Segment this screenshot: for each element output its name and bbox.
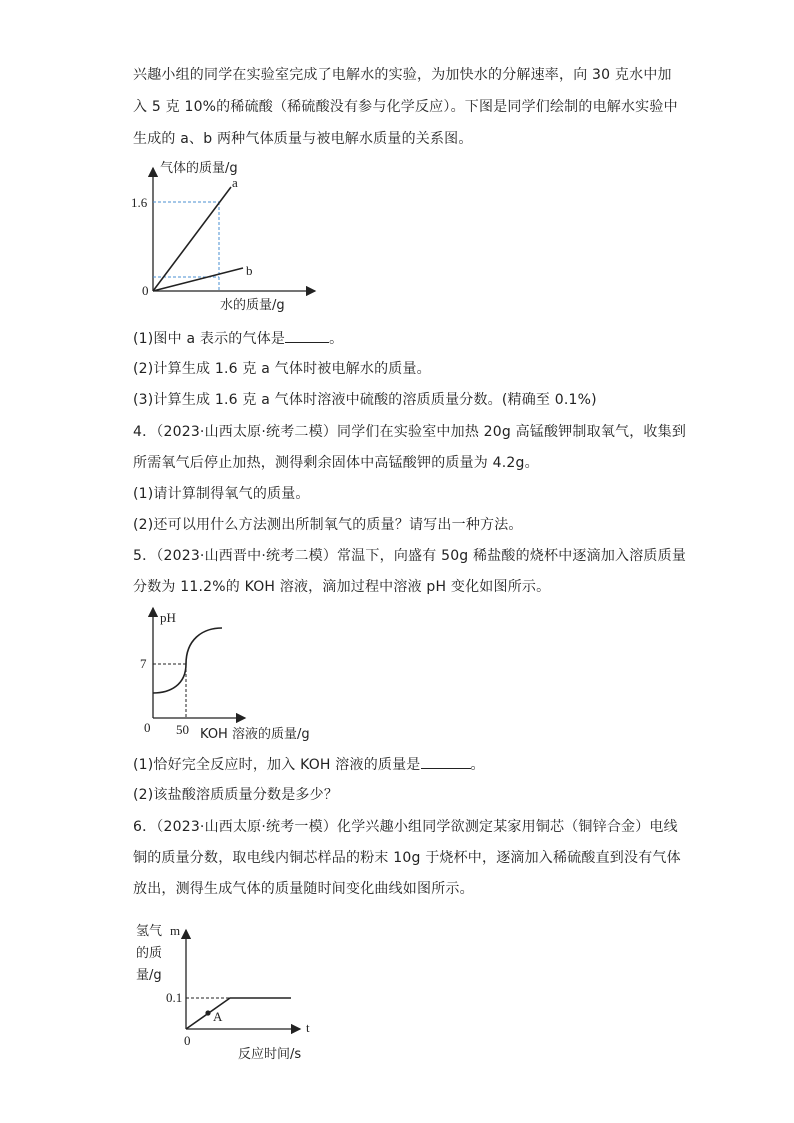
- chart1-xlabel: 水的质量/g: [220, 298, 285, 313]
- electrolysis-chart: [130, 150, 330, 320]
- chart3-ytick-0.1: 0.1: [166, 990, 183, 1005]
- chart2-xlabel: KOH 溶液的质量/g: [200, 727, 310, 742]
- chart1-series-a-label: a: [232, 175, 238, 190]
- chart1-origin: 0: [142, 283, 149, 298]
- intro-line-1: 兴趣小组的同学在实验室完成了电解水的实验，为加快水的分解速率，向 30 克水中加: [133, 67, 672, 83]
- chart3-ylabel-symbol: m: [170, 923, 181, 938]
- chart1-ylabel: 气体的质量/g: [160, 161, 238, 176]
- chart3-origin: 0: [184, 1033, 191, 1048]
- q4-line-1: 4．（2023·山西太原·统考二模）同学们在实验室中加热 20g 高锰酸钾制取氧气，收集到: [133, 424, 687, 440]
- q4-line-2: 所需氧气后停止加热，测得剩余固体中高锰酸钾的质量为 4.2g。: [133, 455, 539, 471]
- q4-part-1: (1)请计算制得氧气的质量。: [133, 486, 310, 502]
- chart2-ylabel: pH: [160, 610, 176, 625]
- q5-part-1-text: (1)恰好完全反应时，加入 KOH 溶液的质量是: [133, 757, 421, 773]
- chart3-point-label: A: [213, 1009, 223, 1024]
- series-b-line: [153, 268, 243, 291]
- chart2-xtick-50: 50: [176, 722, 189, 737]
- chart2-ytick-7: 7: [140, 656, 147, 671]
- q3-part-1: (1)图中 a 表示的气体是 。: [133, 331, 344, 347]
- chart1-series-b-label: b: [246, 263, 253, 278]
- q4-part-2: (2)还可以用什么方法测出所制氧气的质量？请写出一种方法。: [133, 517, 523, 533]
- q5-answer-blank[interactable]: [421, 755, 471, 769]
- q3-part-2: (2)计算生成 1.6 克 a 气体时被电解水的质量。: [133, 361, 431, 377]
- chart3-ylabel-line-2: 的质: [136, 946, 163, 961]
- ph-chart: [130, 600, 330, 745]
- chart2-origin: 0: [144, 720, 151, 735]
- chart1-ytick-1.6: 1.6: [131, 195, 148, 210]
- chart3-xlabel: 反应时间/s: [238, 1047, 302, 1062]
- point-a-marker: [205, 1010, 210, 1015]
- q6-line-2: 铜的质量分数，取电线内铜芯样品的粉末 10g 于烧杯中，逐滴加入稀硫酸直到没有气体: [133, 850, 681, 866]
- q5-part-1: (1)恰好完全反应时，加入 KOH 溶液的质量是 。: [133, 757, 485, 773]
- chart3-ylabel-line-1: 氢气: [136, 924, 163, 939]
- q3-answer-blank[interactable]: [285, 329, 329, 343]
- q3-part-1-text: (1)图中 a 表示的气体是: [133, 331, 286, 347]
- intro-line-2: 入 5 克 10%的稀硫酸（稀硫酸没有参与化学反应）。下图是同学们绘制的电解水实验中: [133, 99, 678, 115]
- chart3-ylabel-line-3: 量/g: [136, 968, 162, 983]
- q6-line-1: 6．（2023·山西太原·统考一模）化学兴趣小组同学欲测定某家用铜芯（铜锌合金）电线: [133, 819, 678, 835]
- hydrogen-curve: [186, 998, 291, 1029]
- intro-line-3: 生成的 a、b 两种气体质量与被电解水质量的关系图。: [133, 131, 473, 147]
- q5-line-2: 分数为 11.2%的 KOH 溶液，滴加过程中溶液 pH 变化如图所示。: [133, 579, 551, 595]
- q5-line-1: 5．（2023·山西晋中·统考二模）常温下，向盛有 50g 稀盐酸的烧杯中逐滴加入溶质质量: [133, 548, 687, 564]
- chart3-xlabel-symbol: t: [306, 1020, 310, 1035]
- q5-part-2: (2)该盐酸溶质质量分数是多少？: [133, 787, 339, 803]
- ph-curve: [153, 628, 222, 693]
- q6-line-3: 放出，测得生成气体的质量随时间变化曲线如图所示。: [133, 881, 474, 897]
- q3-part-3: (3)计算生成 1.6 克 a 气体时溶液中硫酸的溶质质量分数。(精确至 0.1%): [133, 392, 597, 408]
- hydrogen-chart: [130, 918, 330, 1063]
